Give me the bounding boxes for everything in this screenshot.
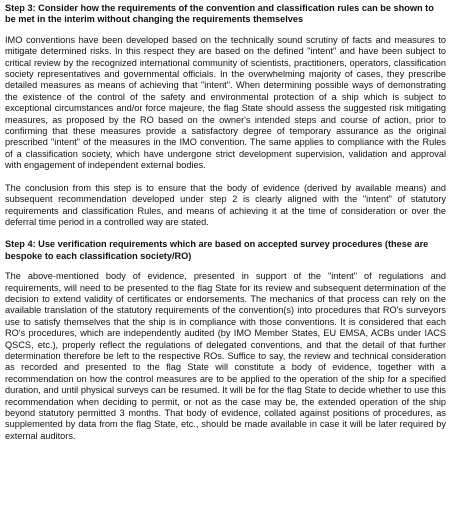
- step-4-section: [5, 239, 446, 442]
- step-4-heading: Step 4: Use verification requirements which are based on accepted survey procedures (these are bespoke to each classification society/RO): [5, 239, 429, 261]
- step-4-paragraph-1: The above-mentioned body of evidence, presented in support of the "intent" of regulations and requirements, will need to be presented to the flag State for its review and subsequent determination of the decision to extend validity of certificates or endorsements. The mechanics of that process can rely on the available translation of the statutory requirements of the convention(s) into procedures that RO's surveyors use to satisfy themselves that the ship is in compliance with those conventions. It is considered that each RO's procedures, which are independently audited (by IMO Member States, EU EMSA, ACBs under IACS QSCS, etc.), properly reflect the regulations of delegated conventions, and that the detail of that further determination therefore be left to the respective ROs. Suffice to say, the review and technical consideration as recorded and presented to the flag State will constitute a body of evidence, together with a recommendation on how the control measures are to be applied to the operation of the ship for a specified duration, and until physical surveys can be resumed. It will be for the flag State to decide whether to use this recommendation when deciding to permit, or not as the case may be, the extended operation of the ship beyond statutory permitted 3 months. That body of evidence, collated against positions of procedures, as supplemented by data from the flag State, etc., should be made available in case it will be later required by external auditors.: [5, 271, 446, 441]
- step-3-heading: Step 3: Consider how the requirements of the convention and classification rules can be shown to be met in the interim without changing the requirements themselves: [5, 3, 434, 25]
- step-3-paragraph-2: The conclusion from this step is to ensure that the body of evidence (derived by available means) and subsequent recommendation developed under step 2 is clearly aligned with the "intent" of statutory requirements and classification Rules, and means of achieving it at the time of consideration or over the deferral time period in a controlled way are stated.: [5, 182, 446, 227]
- step-3-section: [5, 3, 446, 228]
- step-3-paragraph-1: IMO conventions have been developed based on the technically sound scrutiny of facts and measures to mitigate determined risks. In this respect they are based on the defined "intent" and have been subject to critical review by the recognized international community of scientists, practitioners, operators, classification society representatives and governmental officials. In the overwhelming majority of cases, they prescribe detailed measures as means of achieving that "intent". When determining possible ways of demonstrating the existence of the control of the safety and environmental protection of a ship which is subject to exceptional circumstances and/or force majeure, the flag State should assess the suggested risk mitigating measures, as proposed by the RO based on the owner's intended steps and course of action, prior to confirming that these measures provide a satisfactory degree of temporary assurance as the original prescribed "intent" of the measures in the IMO convention. The same applies to compliance with the Rules of a classification society, which have undergone strict development supervision, validation and approval with engagement of independent external bodies.: [5, 34, 446, 171]
